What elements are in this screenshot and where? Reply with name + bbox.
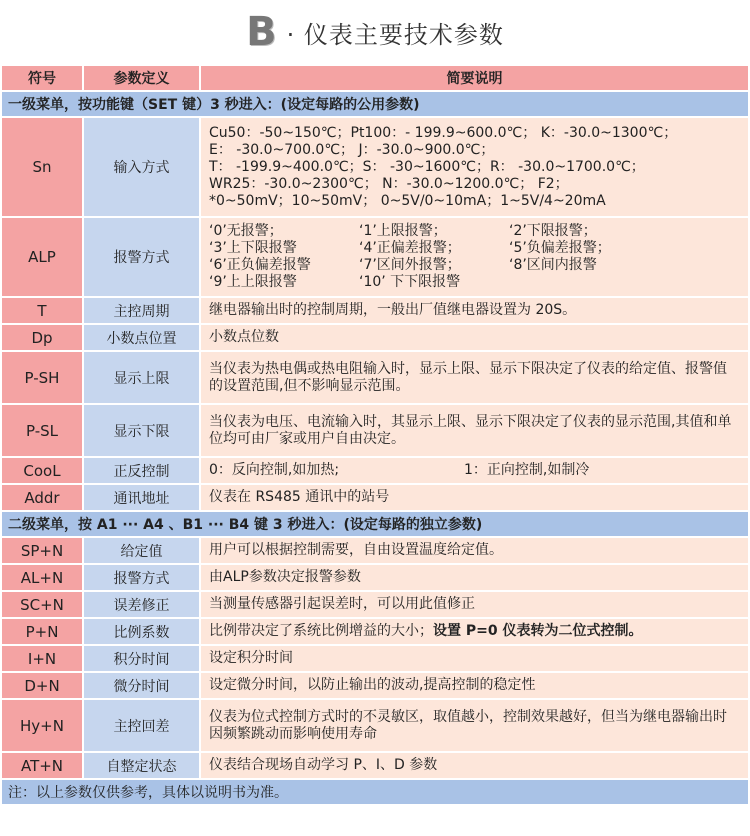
row-symbol: P-SL: [2, 405, 82, 456]
alarm-mode-item: ‘5’负偏差报警；: [509, 240, 611, 256]
alarm-mode-item: ‘0’无报警；: [209, 223, 283, 239]
table-row: [2, 565, 748, 590]
row-definition: 通讯地址: [84, 485, 199, 510]
row-definition: 主控回差: [84, 700, 199, 751]
header-description: 简要说明: [201, 66, 748, 90]
note-row: [2, 780, 748, 804]
row-symbol: I+N: [2, 646, 82, 671]
table-row: [2, 619, 748, 644]
table-row: [2, 325, 748, 350]
row-symbol: SC+N: [2, 592, 82, 617]
parameter-table: [0, 64, 750, 806]
title-text: · 仪表主要技术参数: [286, 20, 504, 49]
row-description: 设定积分时间: [201, 646, 748, 671]
row-description: 仪表为位式控制方式时的不灵敏区，取值越小，控制效果越好，但当为继电器输出时因频繁跳动而影响使用寿命: [201, 700, 748, 751]
table-row: [2, 485, 748, 510]
row-symbol: AT+N: [2, 753, 82, 778]
section-level1-text: 一级菜单，按功能键（SET 键）3 秒进入：(设定每路的公用参数): [2, 92, 748, 116]
header-definition: 参数定义: [84, 66, 199, 90]
alarm-mode-item: ‘8’区间内报警: [509, 257, 597, 273]
section-level1: [2, 92, 748, 116]
row-definition: 自整定状态: [84, 753, 199, 778]
row-description: 当仪表为电压、电流输入时，其显示上限、显示下限决定了仪表的显示范围,其值和单位均可由厂家或用户自由决定。: [201, 405, 748, 456]
row-definition: 比例系数: [84, 619, 199, 644]
table-row: [2, 458, 748, 483]
row-definition: 报警方式: [84, 565, 199, 590]
row-description: 用户可以根据控制需要，自由设置温度给定值。: [201, 538, 748, 563]
row-definition: 积分时间: [84, 646, 199, 671]
row-symbol: P+N: [2, 619, 82, 644]
row-description: 设定微分时间，以防止输出的波动,提高控制的稳定性: [201, 673, 748, 698]
table-row: [2, 673, 748, 698]
table-row: [2, 753, 748, 778]
control-direction-left: 0：反向控制,如加热;: [209, 462, 340, 478]
title-letter: B: [246, 9, 277, 55]
table-row: [2, 352, 748, 403]
row-symbol: ALP: [2, 218, 82, 296]
row-description: 仪表结合现场自动学习 P、I、D 参数: [201, 753, 748, 778]
row-description: [201, 619, 748, 644]
row-description: 由ALP参数决定报警参数: [201, 565, 748, 590]
row-description: [201, 458, 748, 483]
table-row: [2, 592, 748, 617]
row-symbol: AL+N: [2, 565, 82, 590]
header-symbol: 符号: [2, 66, 82, 90]
alarm-mode-grid: [209, 223, 740, 291]
sn-line: Cu50：-50~150℃；Pt100：- 199.9~600.0℃； K：-30.0~1300℃；: [209, 124, 678, 141]
alarm-mode-item: ‘3’上下限报警: [209, 240, 297, 256]
row-definition: 显示上限: [84, 352, 199, 403]
table-row: [2, 298, 748, 323]
row-description: [201, 218, 748, 296]
sn-line: *0~50mV；10~50mV； 0~5V/0~10mA；1~5V/4~20mA: [209, 192, 606, 209]
row-symbol: Sn: [2, 118, 82, 216]
note-text: 注：以上参数仅供参考，具体以说明书为准。: [2, 780, 748, 804]
row-description: 继电器输出时的控制周期，一般出厂值继电器设置为 20S。: [201, 298, 748, 323]
row-description: [201, 118, 748, 216]
row-definition: 正反控制: [84, 458, 199, 483]
alarm-mode-item: ‘10’ 下下限报警: [359, 274, 461, 290]
section-level2-text: 二级菜单，按 A1 ··· A4 、B1 ··· B4 键 3 秒进入：(设定每路的独立参数): [2, 512, 748, 536]
row-symbol: P-SH: [2, 352, 82, 403]
control-direction-right: 1：正向控制,如制冷: [464, 462, 590, 478]
row-description: 仪表在 RS485 通讯中的站号: [201, 485, 748, 510]
page-title: [0, 0, 750, 64]
row-definition: 微分时间: [84, 673, 199, 698]
row-description: 小数点位数: [201, 325, 748, 350]
alarm-mode-item: [509, 274, 659, 291]
alarm-mode-item: ‘9’上上限报警: [209, 274, 297, 290]
row-symbol: Dp: [2, 325, 82, 350]
row-definition: 误差修正: [84, 592, 199, 617]
sn-line: WR25：-30.0~2300℃； N：-30.0~1200.0℃； F2；: [209, 175, 569, 192]
alarm-mode-item: ‘1’上限报警；: [359, 223, 447, 239]
alarm-mode-item: ‘4’正偏差报警；: [359, 240, 461, 256]
p-description-text: 比例带决定了系统比例增益的大小；: [209, 623, 433, 639]
row-symbol: Hy+N: [2, 700, 82, 751]
table-row: [2, 405, 748, 456]
row-symbol: D+N: [2, 673, 82, 698]
row-description: 当仪表为热电偶或热电阻输入时，显示上限、显示下限决定了仪表的给定值、报警值的设置范围,但不影响显示范围。: [201, 352, 748, 403]
row-symbol: T: [2, 298, 82, 323]
row-definition: 输入方式: [84, 118, 199, 216]
p-description-emphasis: 设置 P=0 仪表转为二位式控制。: [433, 623, 643, 639]
row-definition: 小数点位置: [84, 325, 199, 350]
sn-line: E： -30.0~700.0℃； J：-30.0~900.0℃；: [209, 141, 495, 158]
table-header: [2, 66, 748, 90]
row-symbol: SP+N: [2, 538, 82, 563]
table-row: [2, 118, 748, 216]
alarm-mode-item: ‘7’区间外报警；: [359, 257, 461, 273]
row-symbol: CooL: [2, 458, 82, 483]
row-definition: 给定值: [84, 538, 199, 563]
section-level2: [2, 512, 748, 536]
sn-line: T： -199.9~400.0℃；S： -30~1600℃；R： -30.0~1700.0℃；: [209, 158, 645, 175]
alarm-mode-item: ‘6’正负偏差报警: [209, 257, 311, 273]
table-row: [2, 218, 748, 296]
row-definition: 报警方式: [84, 218, 199, 296]
row-definition: 显示下限: [84, 405, 199, 456]
alarm-mode-item: ‘2’下限报警；: [509, 223, 597, 239]
row-description: 当测量传感器引起误差时，可以用此值修正: [201, 592, 748, 617]
table-row: [2, 646, 748, 671]
control-direction-grid: [209, 462, 740, 479]
table-row: [2, 538, 748, 563]
row-symbol: Addr: [2, 485, 82, 510]
row-definition: 主控周期: [84, 298, 199, 323]
table-row: [2, 700, 748, 751]
